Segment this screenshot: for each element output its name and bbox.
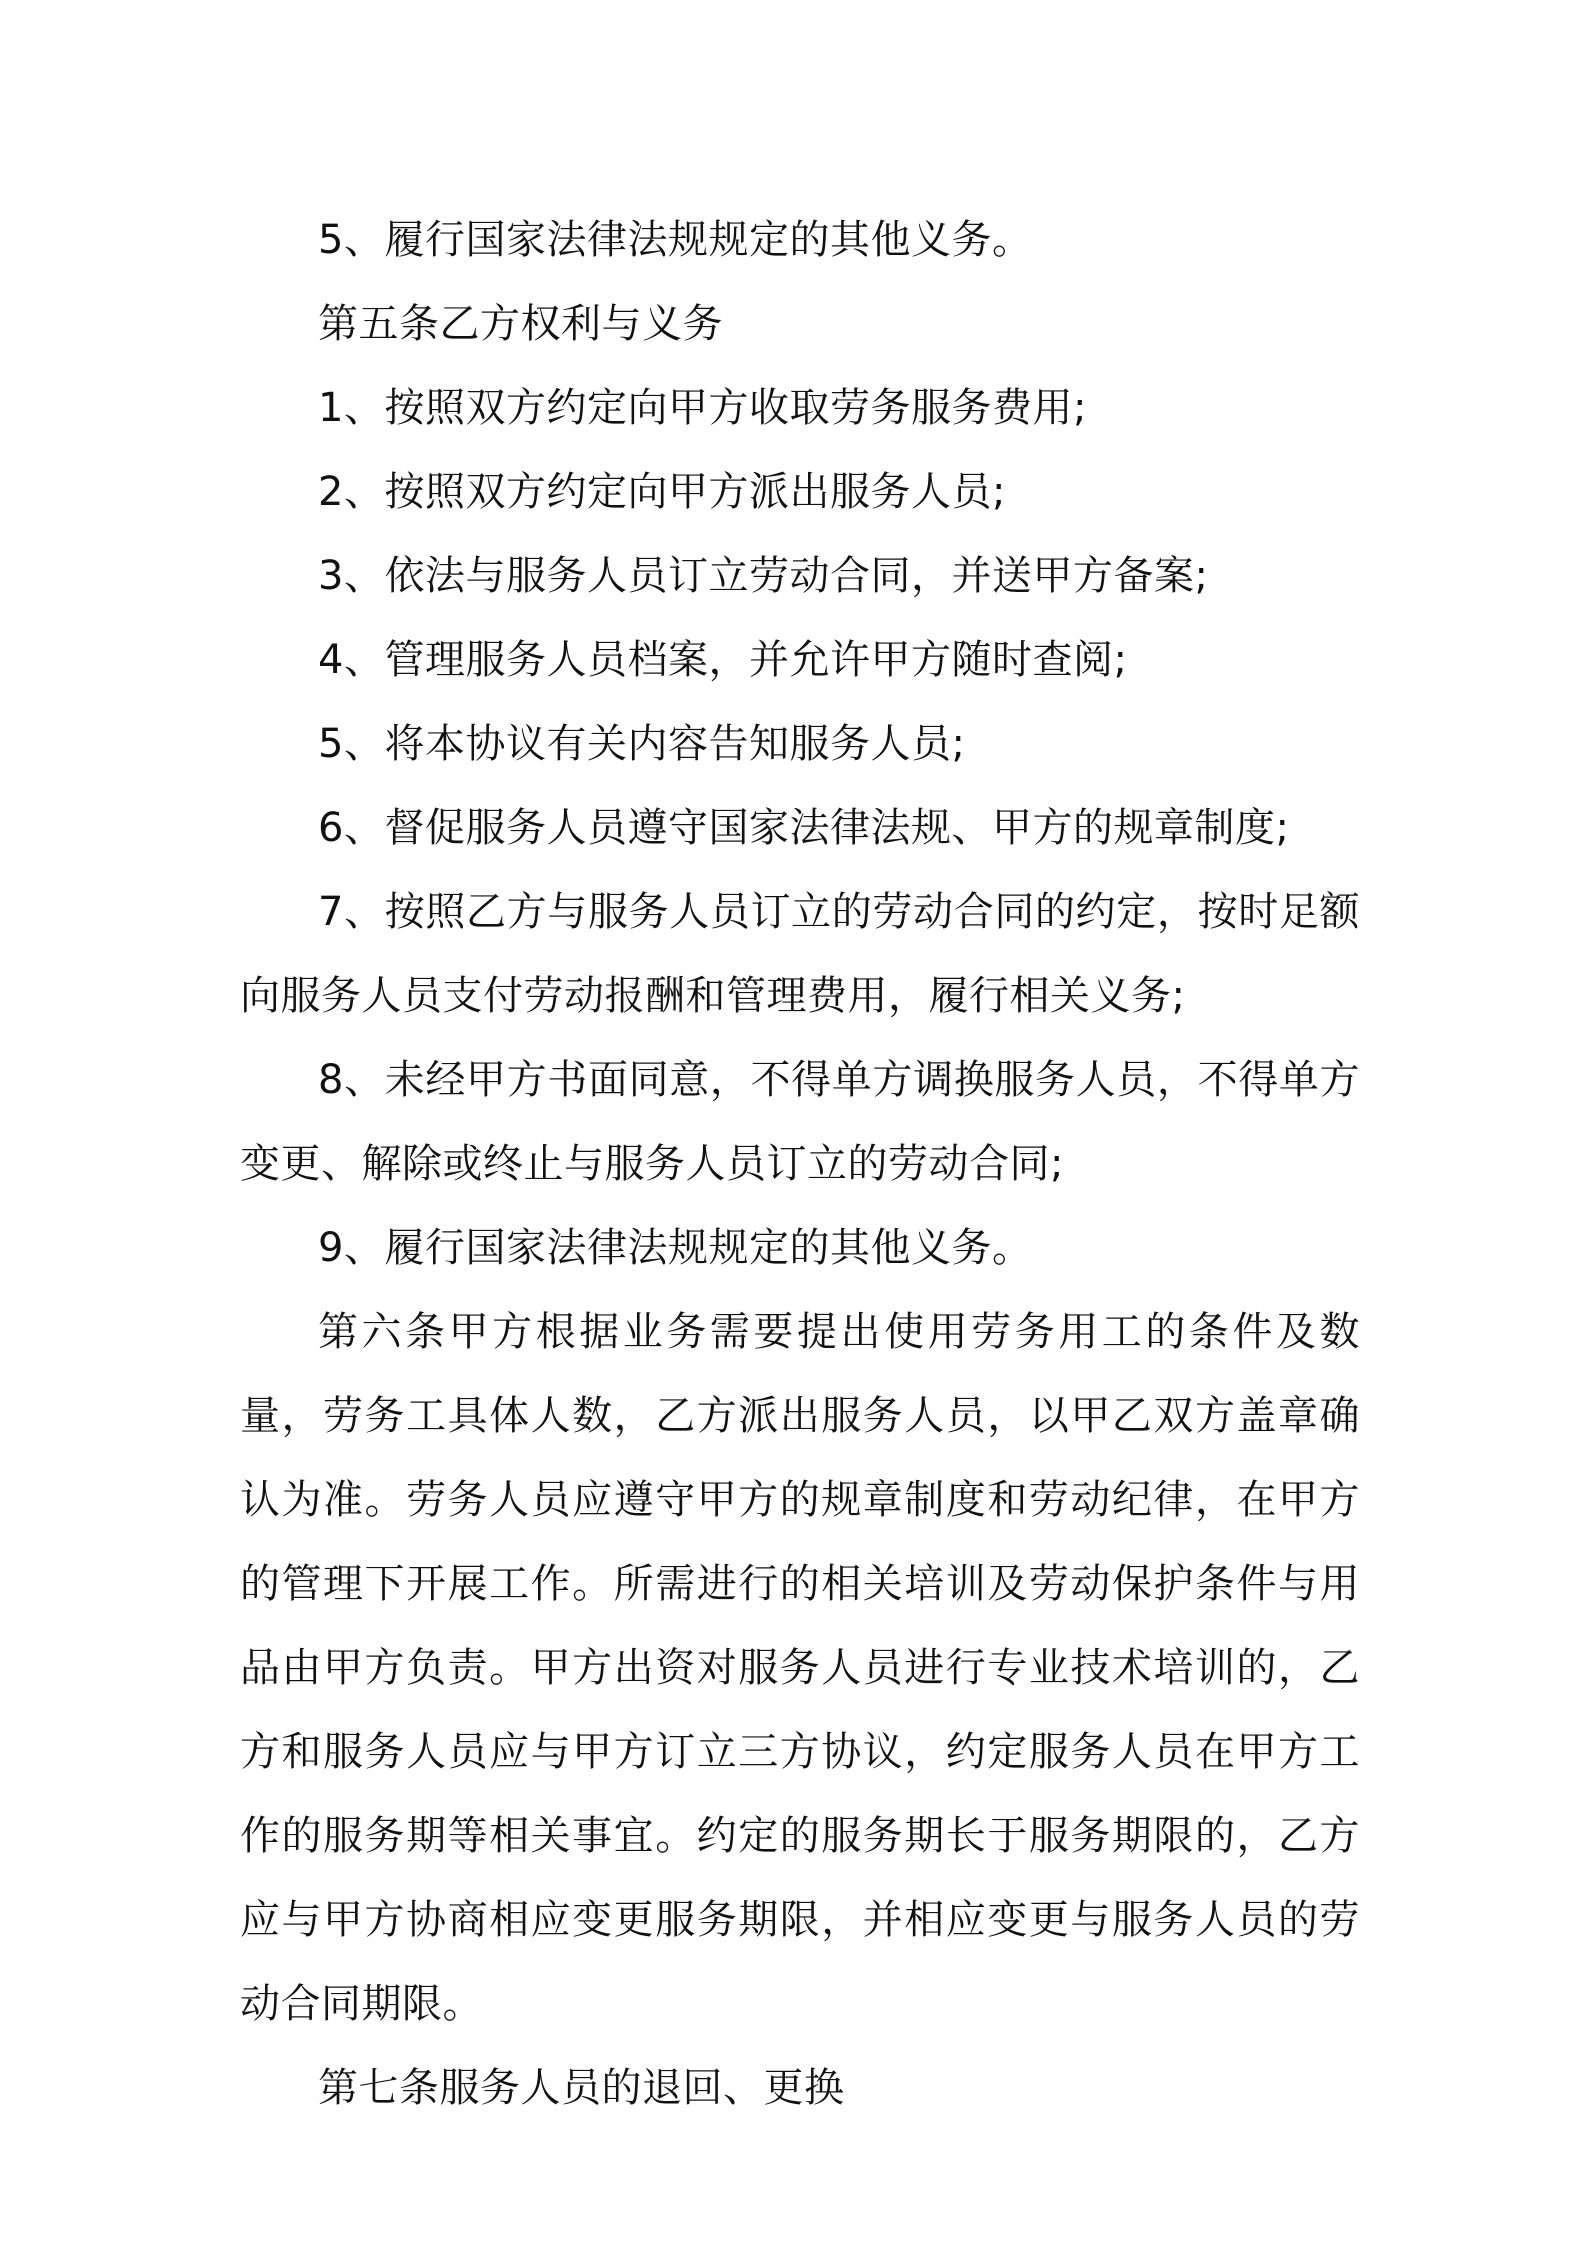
- paragraph-item-4: 4、管理服务人员档案，并允许甲方随时查阅;: [318, 637, 1128, 683]
- paragraph-item-5: 5、将本协议有关内容告知服务人员;: [318, 721, 966, 767]
- paragraph-article-6: 第六条甲方根据业务需要提出使用劳务用工的条件及数量，劳务工具体人数，乙方派出服务人员，以甲乙双方盖章确认为准。劳务人员应遵守甲方的规章制度和劳动纪律，在甲方的管理下开展工作。所需进行的相关培训及劳动保护条件与用品由甲方负责。甲方出资对服务人员进行专业技术培训的，乙方和服务人员应与甲方订立三方协议，约定服务人员在甲方工作的服务期等相关事宜。约定的服务期长于服务期限的，乙方应与甲方协商相应变更服务期限，并相应变更与服务人员的劳动合同期限。: [240, 1309, 1360, 2027]
- document-body: [240, 198, 1360, 2130]
- paragraph-item-6: 6、督促服务人员遵守国家法律法规、甲方的规章制度;: [318, 805, 1290, 851]
- heading-article-5: 第五条乙方权利与义务: [318, 301, 723, 347]
- paragraph-item-7: 7、按照乙方与服务人员订立的劳动合同的约定，按时足额向服务人员支付劳动报酬和管理费用，履行相关义务;: [240, 889, 1360, 1019]
- paragraph-item-2: 2、按照双方约定向甲方派出服务人员;: [318, 469, 1006, 515]
- paragraph-item-3: 3、依法与服务人员订立劳动合同，并送甲方备案;: [318, 553, 1209, 599]
- paragraph-item-1: 1、按照双方约定向甲方收取劳务服务费用;: [318, 385, 1087, 431]
- paragraph-item-9: 9、履行国家法律法规规定的其他义务。: [318, 1225, 1033, 1271]
- paragraph-obligation-5: 5、履行国家法律法规规定的其他义务。: [318, 217, 1033, 263]
- paragraph-item-8: 8、未经甲方书面同意，不得单方调换服务人员，不得单方变更、解除或终止与服务人员订立的劳动合同;: [240, 1057, 1360, 1187]
- heading-article-7: 第七条服务人员的退回、更换: [318, 2065, 845, 2111]
